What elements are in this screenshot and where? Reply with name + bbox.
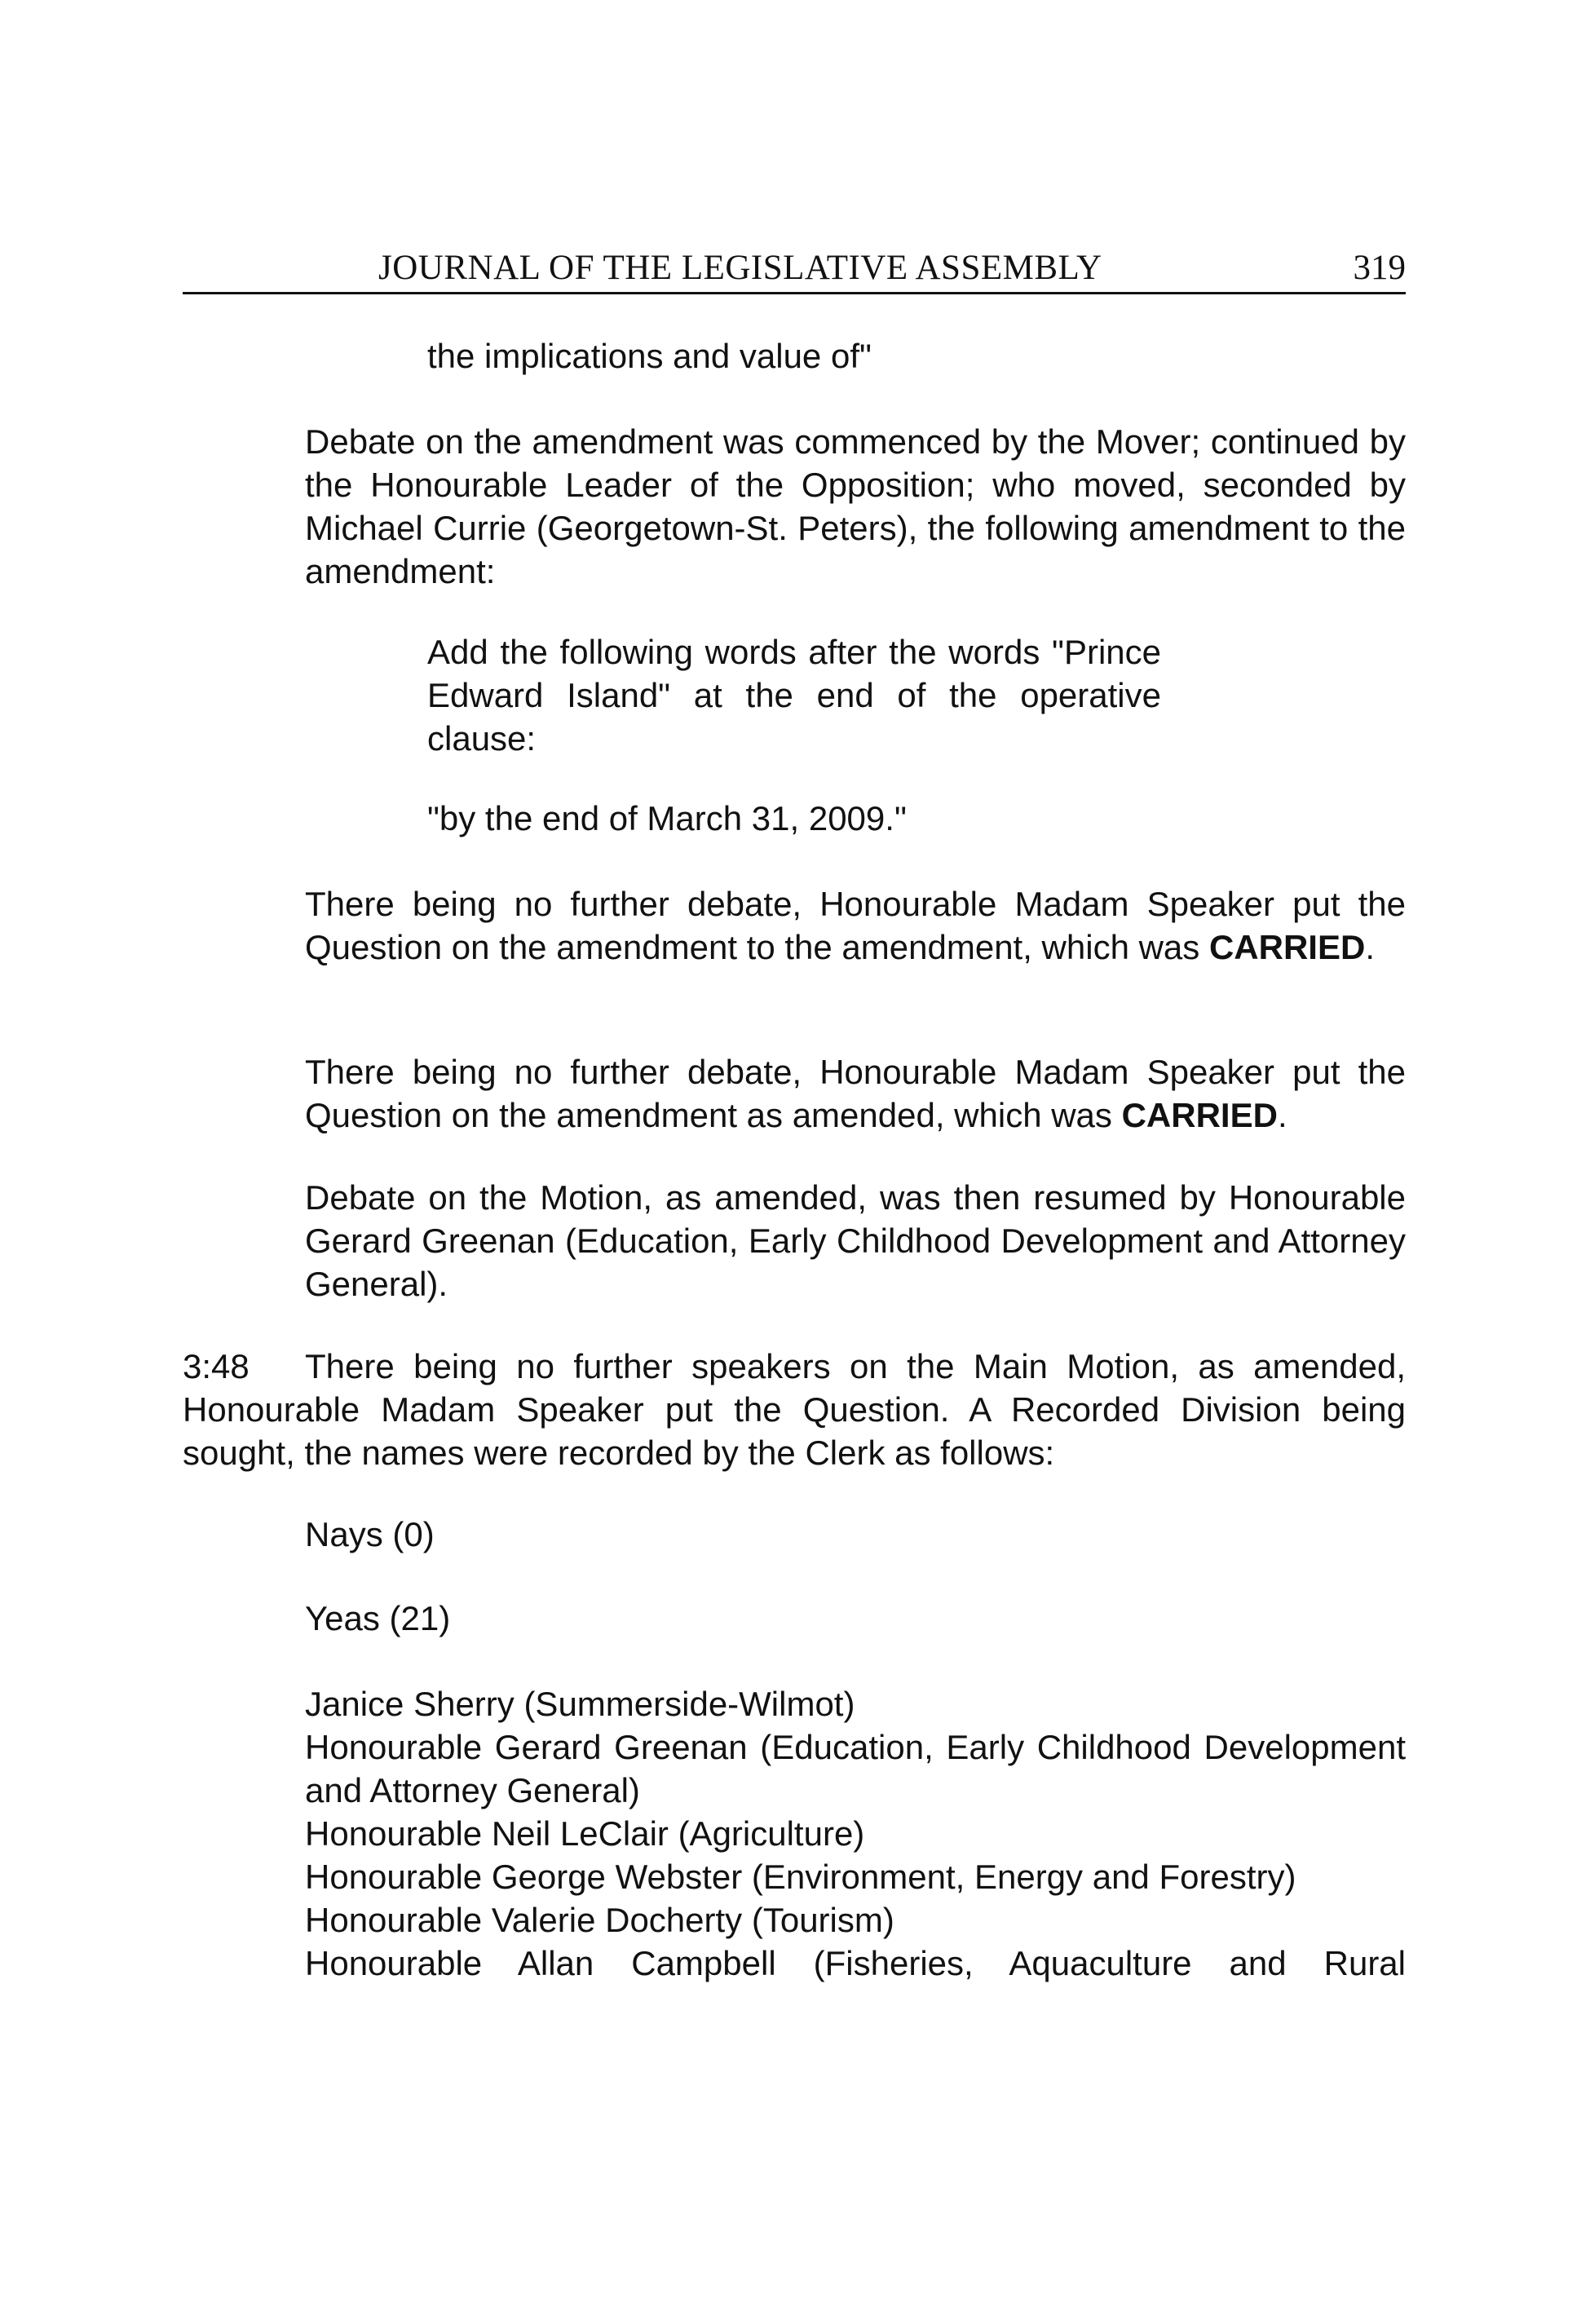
page-header <box>183 245 1406 294</box>
list-item: Honourable Valerie Docherty (Tourism) <box>305 1901 894 1939</box>
list-item: Honourable Allan Campbell (Fisheries, Aquaculture and Rural <box>305 1944 1406 1982</box>
period: . <box>1277 1096 1287 1134</box>
debate-amendment-paragraph <box>305 420 1406 593</box>
amendment-as-amended-paragraph <box>305 1050 1406 1137</box>
march-date-paragraph <box>427 797 1161 840</box>
nays-text: Nays (0) <box>305 1515 435 1553</box>
amendment-to-amendment-text: There being no further debate, Honourable Madam Speaker put the Question on the amendment to the amendment, which was <box>305 885 1406 966</box>
member-list <box>305 1682 1406 1985</box>
debate-motion-text: Debate on the Motion, as amended, was then resumed by Honourable Gerard Greenan (Education, Early Childhood Development and Attorney General). <box>305 1178 1406 1303</box>
yeas-text: Yeas (21) <box>305 1599 451 1637</box>
main-motion-paragraph <box>183 1345 1406 1474</box>
carried-label: CARRIED <box>1208 928 1366 966</box>
list-item: Honourable Neil LeClair (Agriculture) <box>305 1814 865 1853</box>
add-words-text: Add the following words after the words "Prince Edward Island" at the end of the operative clause: <box>427 633 1161 758</box>
list-item: Janice Sherry (Summerside-Wilmot) <box>305 1685 855 1723</box>
amendment-as-amended-text: There being no further debate, Honourable Madam Speaker put the Question on the amendment as amended, which was <box>305 1053 1406 1134</box>
timestamp: 3:48 <box>183 1347 250 1385</box>
list-item: Honourable George Webster (Environment, Energy and Forestry) <box>305 1858 1296 1896</box>
amendment-to-amendment-paragraph <box>305 882 1406 969</box>
debate-motion-paragraph <box>305 1176 1406 1306</box>
main-motion-text: There being no further speakers on the Main Motion, as amended, Honourable Madam Speaker put the Question. A Recorded Division being sought, the names were recorded by the Clerk as follows: <box>183 1347 1406 1472</box>
period: . <box>1365 928 1375 966</box>
implications-line <box>305 334 1406 378</box>
journal-title: JOURNAL OF THE LEGISLATIVE ASSEMBLY <box>378 249 1102 287</box>
list-item: Honourable Gerard Greenan (Education, Early Childhood Development and Attorney General) <box>305 1728 1406 1809</box>
page-number: 319 <box>1353 249 1406 287</box>
march-date-text: "by the end of March 31, 2009." <box>427 799 907 837</box>
debate-amendment-text: Debate on the amendment was commenced by the Mover; continued by the Honourable Leader of the Opposition; who moved, seconded by Michael Currie (Georgetown-St. Peters), the following amendment to the amendment: <box>305 422 1406 590</box>
nays-count <box>305 1513 1406 1556</box>
add-words-paragraph <box>427 630 1161 760</box>
carried-label: CARRIED <box>1121 1096 1278 1134</box>
implications-text: the implications and value of" <box>427 337 872 375</box>
yeas-count <box>305 1597 1406 1640</box>
